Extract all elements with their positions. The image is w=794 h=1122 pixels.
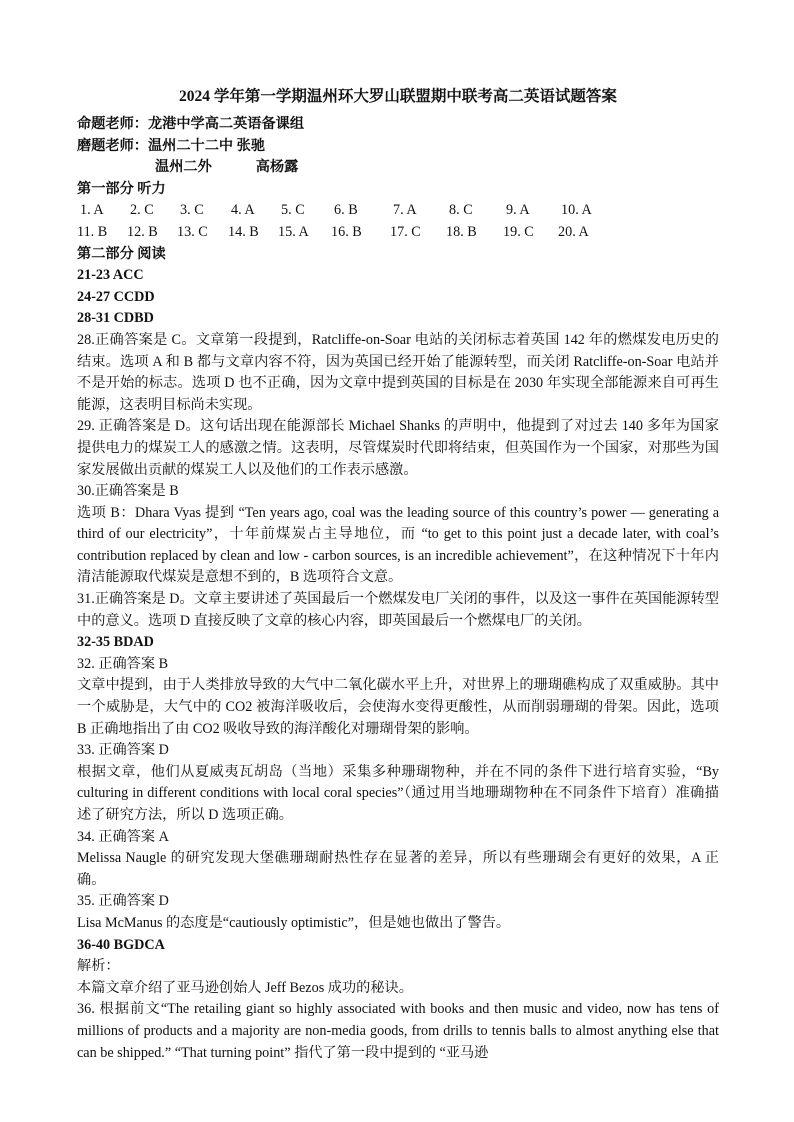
answer-sheet-page <box>77 86 719 1064</box>
explanation-q30: 选项 B：Dhara Vyas 提到 “Ten years ago, coal was the leading source of this country’s power — generating a third of our electricity”，十年前煤炭占主导地位，而 “to get to this point just a decade later, with coal’s contribution replaced by clean and low - carbon sources, is an incredible achievement”，在这种情况下十年内清洁能源取代煤炭是意想不到的，B 选项符合文意。 <box>77 504 719 586</box>
listening-answer-11: 11. B <box>77 223 108 240</box>
explanation-q28: 28.正确答案是 C。文章第一段提到，Ratcliffe-on-Soar 电站的关闭标志着英国 142 年的燃煤发电历史的结束。选项 A 和 B 都与文章内容不符，因为英国已经开始了能源转型，而关闭 Ratcliffe-on-Soar 电站并不是开始的标志。选项 D 也不正确，因为文章中提到英国的目标是在 2030 年实现全部能源来自可再生能源，这表明目标尚未实现。 <box>77 331 719 413</box>
listening-answer-7: 7. A <box>393 202 417 219</box>
part1-answers-row-1 <box>77 200 719 222</box>
listening-answer-9: 9. A <box>506 202 530 219</box>
listening-answer-4: 4. A <box>231 202 255 219</box>
explanation-q29: 29. 正确答案是 D。这句话出现在能源部长 Michael Shanks 的声明中，他提到了对过去 140 多年为国家提供电力的煤炭工人的感激之情。这表明，尽管煤炭时代即将结束，但英国作为一个国家，对那些为国家发展做出贡献的煤炭工人以及他们的工作表示感激。 <box>77 418 719 478</box>
answer-group-24-27: 24-27 CCDD <box>77 288 155 305</box>
listening-answer-17: 17. C <box>390 223 421 240</box>
reviewer-2-name: 高杨露 <box>255 159 299 176</box>
answer-q30: 30.正确答案是 B <box>77 483 179 500</box>
part1-heading: 第一部分 听力 <box>77 180 166 197</box>
listening-answer-5: 5. C <box>281 202 305 219</box>
reviewer-label: 磨题老师： <box>77 137 148 154</box>
listening-answer-15: 15. A <box>278 223 309 240</box>
answer-group-32-35: 32-35 BDAD <box>77 634 154 651</box>
reviewer-1: 温州二十二中 张驰 <box>147 137 266 154</box>
answer-q32: 32. 正确答案 B <box>77 655 169 672</box>
answer-group-21-23: 21-23 ACC <box>77 267 144 284</box>
listening-answer-13: 13. C <box>177 223 208 240</box>
page-title: 2024 学年第一学期温州环大罗山联盟期中联考高二英语试题答案 <box>179 88 617 105</box>
explanation-q34: Melissa Naugle 的研究发现大堡礁珊瑚耐热性存在显著的差异，所以有些珊瑚会有更好的效果，A 正确。 <box>77 850 719 888</box>
answer-q34: 34. 正确答案 A <box>77 828 169 845</box>
listening-answer-12: 12. B <box>127 223 158 240</box>
reviewer-line-1 <box>77 136 719 158</box>
part1-answers-row-2 <box>77 222 719 244</box>
analysis-label: 解析： <box>77 958 120 975</box>
listening-answer-20: 20. A <box>558 223 589 240</box>
answer-group-36-40: 36-40 BGDCA <box>77 936 165 953</box>
listening-answer-10: 10. A <box>561 202 592 219</box>
explanation-q33: 根据文章，他们从夏威夷瓦胡岛（当地）采集多种珊瑚物种，并在不同的条件下进行培育实验，“By culturing in different conditions with local coral species”（通过用当地珊瑚物种在不同条件下培育）准确描述了研究方法，所以 D 选项正确。 <box>77 763 719 823</box>
answer-group-28-31: 28-31 CDBD <box>77 310 154 327</box>
listening-answer-8: 8. C <box>449 202 473 219</box>
setter-line: 命题老师：龙港中学高二英语备课组 <box>77 116 305 132</box>
listening-answer-2: 2. C <box>130 202 154 219</box>
answer-q33: 33. 正确答案 D <box>77 742 169 759</box>
listening-answer-16: 16. B <box>331 223 362 240</box>
reviewer-line-2 <box>77 157 719 179</box>
explanation-q32: 文章中提到，由于人类排放导致的大气中二氧化碳水平上升，对世界上的珊瑚礁构成了双重威胁。其中一个威胁是，大气中的 CO2 被海洋吸收后，会使海水变得更酸性，从而削弱珊瑚的骨架。因此，选项 B 正确地指出了由 CO2 吸收导致的海洋酸化对珊瑚骨架的影响。 <box>77 677 719 737</box>
listening-answer-14: 14. B <box>228 223 259 240</box>
listening-answer-18: 18. B <box>446 223 477 240</box>
listening-answer-1: 1. A <box>80 202 104 219</box>
part2-heading: 第二部分 阅读 <box>77 245 166 262</box>
explanation-q35: Lisa McManus 的态度是“cautiously optimistic”，但是她也做出了警告。 <box>77 914 511 931</box>
analysis-intro: 本篇文章介绍了亚马逊创始人 Jeff Bezos 成功的秘诀。 <box>77 979 413 996</box>
listening-answer-19: 19. C <box>503 223 534 240</box>
explanation-q36: 36. 根据前文“The retailing giant so highly associated with books and then music and video, now has tens of millions of products and a majority are non-media goods, from drills to tennis balls to almost anything else that can be shipped.” “That turning point” 指代了第一段中提到的 “亚马逊 <box>77 1001 719 1061</box>
listening-answer-3: 3. C <box>180 202 204 219</box>
explanation-q31: 31.正确答案是 D。文章主要讲述了英国最后一个燃煤发电厂关闭的事件，以及这一事件在英国能源转型中的意义。选项 D 直接反映了文章的核心内容，即英国最后一个燃煤电厂的关闭。 <box>77 591 719 629</box>
listening-answer-6: 6. B <box>334 202 358 219</box>
reviewer-2-school: 温州二外 <box>155 159 212 176</box>
answer-q35: 35. 正确答案 D <box>77 893 169 910</box>
